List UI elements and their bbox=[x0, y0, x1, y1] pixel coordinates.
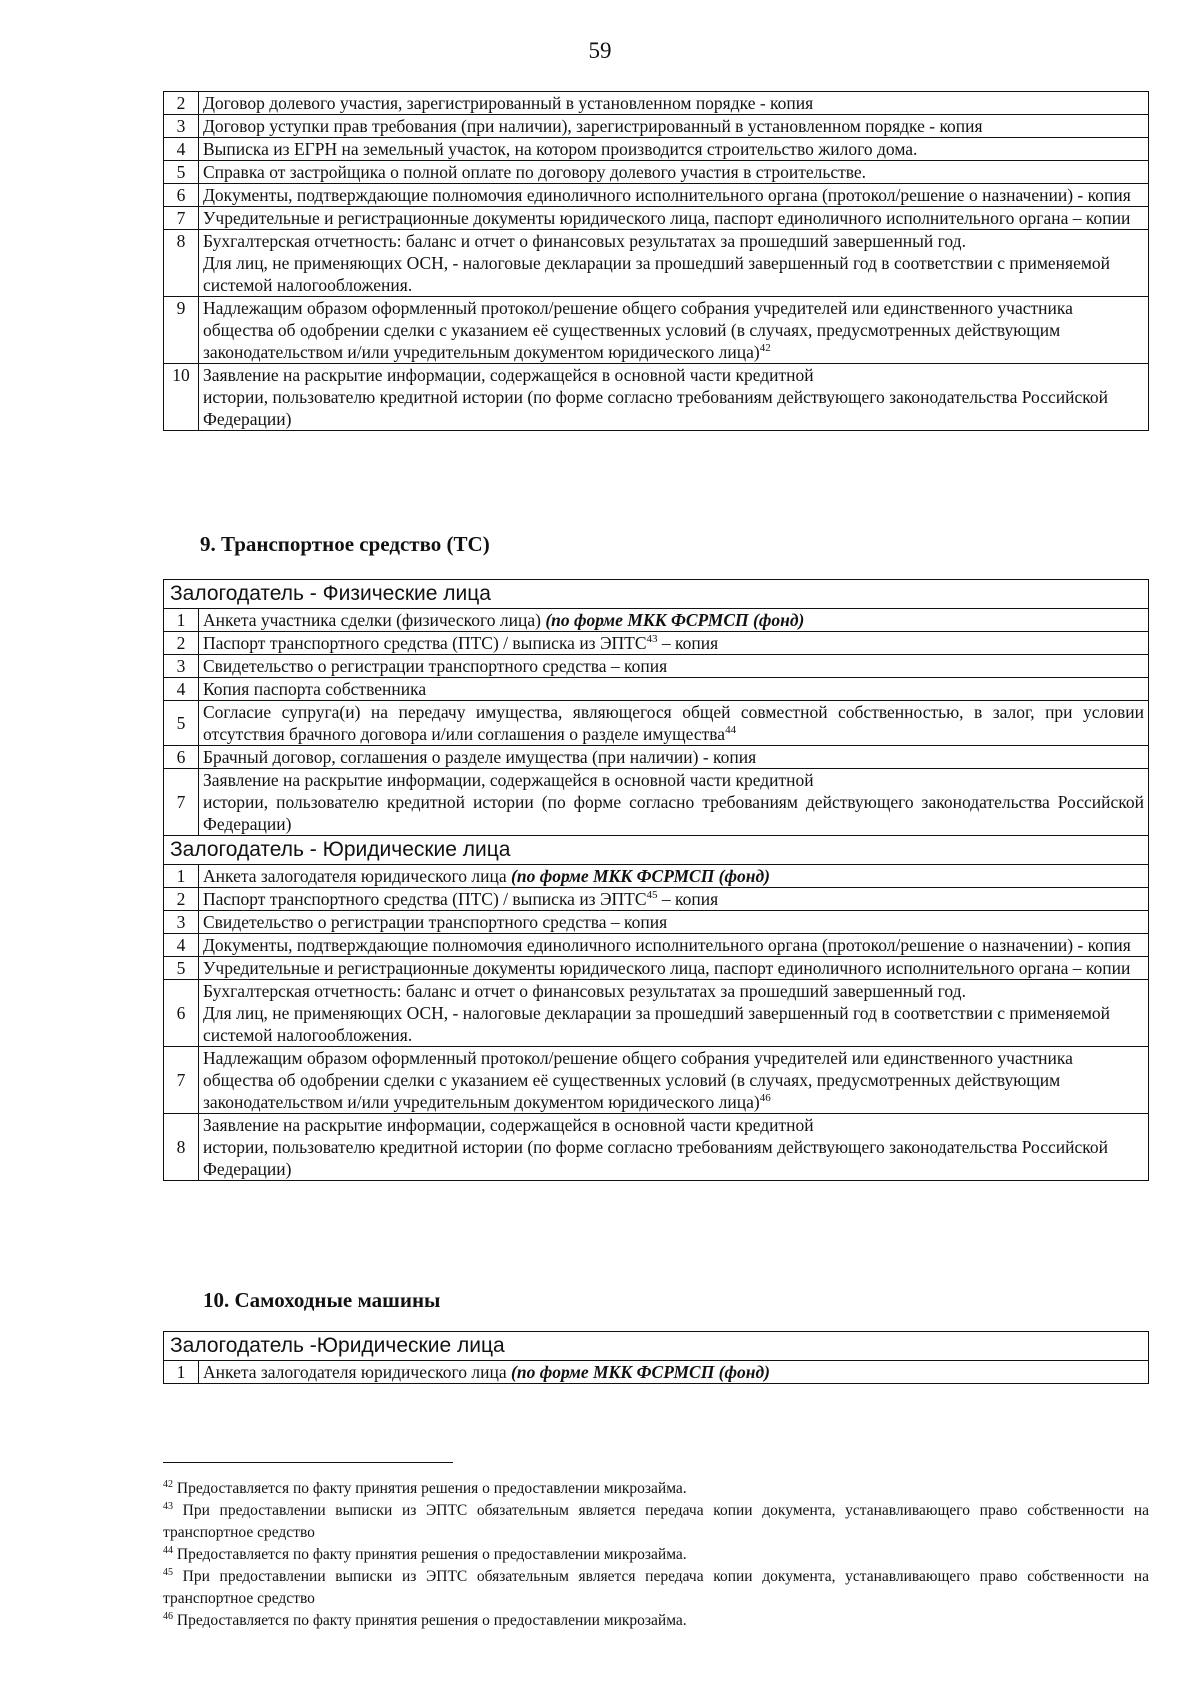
row-text bbox=[199, 1114, 1149, 1181]
row-text: Выписка из ЕГРН на земельный участок, на котором производится строительство жилого дома. bbox=[199, 138, 1149, 161]
row-text bbox=[199, 364, 1149, 431]
footnote-text: Предоставляется по факту принятия решения о предоставлении микрозайма. bbox=[173, 1612, 687, 1629]
row-text: Свидетельство о регистрации транспортного средства – копия bbox=[199, 655, 1149, 678]
row-number: 6 bbox=[164, 184, 199, 207]
form-reference: (по форме МКК ФСРМСП (фонд) bbox=[511, 1362, 771, 1382]
footnote bbox=[163, 1478, 1149, 1500]
row-text bbox=[199, 888, 1149, 911]
footnote-number: 43 bbox=[163, 1500, 173, 1512]
table-row bbox=[164, 888, 1149, 911]
table-row bbox=[164, 207, 1149, 230]
row-number: 5 bbox=[164, 161, 199, 184]
row-text: Справка от застройщика о полной оплате по договору долевого участия в строительстве. bbox=[199, 161, 1149, 184]
table-row bbox=[164, 632, 1149, 655]
table-row bbox=[164, 92, 1149, 115]
row-text-tail: – копия bbox=[657, 633, 719, 653]
footnote bbox=[163, 1610, 1149, 1632]
row-number: 4 bbox=[164, 934, 199, 957]
row-number: 1 bbox=[164, 1361, 199, 1384]
row-text bbox=[199, 1361, 1149, 1384]
form-reference: (по форме МКК ФСРМСП (фонд) bbox=[511, 866, 771, 886]
footnote bbox=[163, 1500, 1149, 1544]
row-text bbox=[199, 769, 1149, 836]
row-text-body: Анкета залогодателя юридического лица bbox=[203, 1362, 512, 1382]
row-text: Документы, подтверждающие полномочия единоличного исполнительного органа (протокол/решение о назначении) - копия bbox=[199, 184, 1149, 207]
row-number: 4 bbox=[164, 138, 199, 161]
row-text: Договор уступки прав требования (при наличии), зарегистрированный в установленном порядке - копия bbox=[199, 115, 1149, 138]
footnote-ref: 43 bbox=[646, 633, 658, 646]
row-text: Свидетельство о регистрации транспортного средства – копия bbox=[199, 911, 1149, 934]
row-text: Учредительные и регистрационные документы юридического лица, паспорт единоличного исполнительного органа – копии bbox=[199, 207, 1149, 230]
table-row bbox=[164, 297, 1149, 364]
row-number: 8 bbox=[164, 230, 199, 297]
row-text: Копия паспорта собственника bbox=[199, 678, 1149, 701]
table-row bbox=[164, 911, 1149, 934]
row-text-line: истории, пользователю кредитной истории (по форме согласно требованиям действующего законодательства Российской Федерации) bbox=[203, 792, 1144, 834]
row-text-line: Для лиц, не применяющих ОСН, - налоговые декларации за прошедший завершенный год в соответствии с применяемой системой налогообложения. bbox=[203, 1003, 1111, 1045]
row-text: Договор долевого участия, зарегистрированный в установленном порядке - копия bbox=[199, 92, 1149, 115]
table-row bbox=[164, 230, 1149, 297]
footnote-ref: 42 bbox=[759, 342, 771, 355]
footnote-number: 46 bbox=[163, 1610, 173, 1622]
table-row bbox=[164, 161, 1149, 184]
section10-documents-table bbox=[163, 1331, 1149, 1384]
row-text-line: Бухгалтерская отчетность: баланс и отчет о финансовых результатах за прошедший завершенный год. bbox=[203, 231, 966, 251]
table-row bbox=[164, 655, 1149, 678]
footnote-text: При предоставлении выписки из ЭПТС обязательным является передача копии документа, устанавливающего право собственности на транспортное средство bbox=[163, 1568, 1149, 1607]
row-text: Документы, подтверждающие полномочия единоличного исполнительного органа (протокол/решение о назначении) - копия bbox=[199, 934, 1149, 957]
row-text-line: Заявление на раскрытие информации, содержащейся в основной части кредитной bbox=[203, 1115, 814, 1135]
row-number: 2 bbox=[164, 632, 199, 655]
footnote-text: При предоставлении выписки из ЭПТС обязательным является передача копии документа, устанавливающего право собственности на транспортное средство bbox=[163, 1502, 1149, 1541]
footnotes bbox=[163, 1478, 1149, 1632]
row-number: 3 bbox=[164, 911, 199, 934]
row-text bbox=[199, 865, 1149, 888]
row-text-line: Заявление на раскрытие информации, содержащейся в основной части кредитной bbox=[203, 365, 814, 385]
row-number: 4 bbox=[164, 678, 199, 701]
row-text-body: Паспорт транспортного средства (ПТС) / выписка из ЭПТС bbox=[203, 633, 647, 653]
row-number: 10 bbox=[164, 364, 199, 431]
row-text: Учредительные и регистрационные документы юридического лица, паспорт единоличного исполнительного органа – копии bbox=[199, 957, 1149, 980]
row-text-body: Надлежащим образом оформленный протокол/решение общего собрания учредителей или единственного участника общества об одобрении сделки с указанием её существенных условий (в случаях, предусмотренных действующим законодательством и/или учредительным документом юридического лица) bbox=[203, 298, 1073, 362]
row-text-line: Заявление на раскрытие информации, содержащейся в основной части кредитной bbox=[203, 770, 814, 790]
section-10-heading: 10. Самоходные машины bbox=[203, 1288, 441, 1312]
footnote bbox=[163, 1544, 1149, 1566]
row-number: 2 bbox=[164, 92, 199, 115]
table-row bbox=[164, 115, 1149, 138]
row-text-line: Бухгалтерская отчетность: баланс и отчет о финансовых результатах за прошедший завершенный год. bbox=[203, 981, 966, 1001]
footnote-divider bbox=[163, 1462, 453, 1463]
row-text bbox=[199, 980, 1149, 1047]
row-text bbox=[199, 609, 1149, 632]
row-number: 1 bbox=[164, 865, 199, 888]
row-number: 3 bbox=[164, 655, 199, 678]
footnote-text: Предоставляется по факту принятия решения о предоставлении микрозайма. bbox=[173, 1546, 687, 1563]
group-title-legal-entities: Залогодатель -Юридические лица bbox=[164, 1332, 1149, 1361]
row-text-line: истории, пользователю кредитной истории (по форме согласно требованиям действующего законодательства Российской Федерации) bbox=[203, 387, 1108, 429]
table-row bbox=[164, 609, 1149, 632]
row-text-body: Согласие супруга(и) на передачу имущества, являющегося общей совместной собственностью, в залог, при условии отсутствия брачного договора и/или соглашения о разделе имущества bbox=[203, 702, 1144, 744]
table-row bbox=[164, 364, 1149, 431]
row-number: 2 bbox=[164, 888, 199, 911]
table-row bbox=[164, 746, 1149, 769]
row-number: 5 bbox=[164, 701, 199, 746]
table-row bbox=[164, 769, 1149, 836]
section8-documents-table bbox=[163, 91, 1149, 431]
table-row bbox=[164, 701, 1149, 746]
footnote-ref: 44 bbox=[725, 724, 737, 737]
row-number: 7 bbox=[164, 1047, 199, 1114]
row-number: 1 bbox=[164, 609, 199, 632]
section9-documents-table bbox=[163, 579, 1149, 1181]
form-reference: (по форме МКК ФСРМСП (фонд) bbox=[545, 610, 805, 630]
row-text-body: Анкета залогодателя юридического лица bbox=[203, 866, 512, 886]
group-header-row bbox=[164, 1332, 1149, 1361]
row-text-body: Анкета участника сделки (физического лица) bbox=[203, 610, 546, 630]
footnote-text: Предоставляется по факту принятия решения о предоставлении микрозайма. bbox=[173, 1480, 687, 1497]
footnote-number: 44 bbox=[163, 1544, 173, 1556]
table-row bbox=[164, 1361, 1149, 1384]
section-9-heading: 9. Транспортное средство (ТС) bbox=[200, 532, 490, 556]
footnote-ref: 45 bbox=[646, 889, 658, 902]
row-text bbox=[199, 230, 1149, 297]
footnote-ref: 46 bbox=[759, 1092, 771, 1105]
row-text bbox=[199, 1047, 1149, 1114]
table-row bbox=[164, 1114, 1149, 1181]
row-number: 8 bbox=[164, 1114, 199, 1181]
row-number: 7 bbox=[164, 769, 199, 836]
row-number: 7 bbox=[164, 207, 199, 230]
group-header-row bbox=[164, 580, 1149, 609]
row-number: 5 bbox=[164, 957, 199, 980]
row-text-body: Надлежащим образом оформленный протокол/решение общего собрания учредителей или единственного участника общества об одобрении сделки с указанием её существенных условий (в случаях, предусмотренных действующим законодательством и/или учредительным документом юридического лица) bbox=[203, 1048, 1073, 1112]
row-text-line: Для лиц, не применяющих ОСН, - налоговые декларации за прошедший завершенный год в соответствии с применяемой системой налогообложения. bbox=[203, 253, 1111, 295]
row-text-tail: – копия bbox=[657, 889, 719, 909]
page-number: 59 bbox=[588, 38, 612, 63]
row-text-line: истории, пользователю кредитной истории (по форме согласно требованиям действующего законодательства Российской Федерации) bbox=[203, 1137, 1108, 1179]
row-text-body: Паспорт транспортного средства (ПТС) / выписка из ЭПТС bbox=[203, 889, 647, 909]
footnote-number: 42 bbox=[163, 1478, 173, 1490]
table-row bbox=[164, 184, 1149, 207]
row-number: 9 bbox=[164, 297, 199, 364]
row-text bbox=[199, 701, 1149, 746]
row-number: 6 bbox=[164, 980, 199, 1047]
row-number: 3 bbox=[164, 115, 199, 138]
footnote-number: 45 bbox=[163, 1566, 173, 1578]
row-text: Брачный договор, соглашения о разделе имущества (при наличии) - копия bbox=[199, 746, 1149, 769]
group-header-row bbox=[164, 836, 1149, 865]
table-row bbox=[164, 957, 1149, 980]
group-title-legal-entities: Залогодатель - Юридические лица bbox=[164, 836, 1149, 865]
table-row bbox=[164, 678, 1149, 701]
row-text bbox=[199, 632, 1149, 655]
footnote bbox=[163, 1566, 1149, 1610]
group-title-individuals: Залогодатель - Физические лица bbox=[164, 580, 1149, 609]
table-row bbox=[164, 1047, 1149, 1114]
table-row bbox=[164, 865, 1149, 888]
table-row bbox=[164, 934, 1149, 957]
row-text bbox=[199, 297, 1149, 364]
table-row bbox=[164, 138, 1149, 161]
table-row bbox=[164, 980, 1149, 1047]
row-number: 6 bbox=[164, 746, 199, 769]
